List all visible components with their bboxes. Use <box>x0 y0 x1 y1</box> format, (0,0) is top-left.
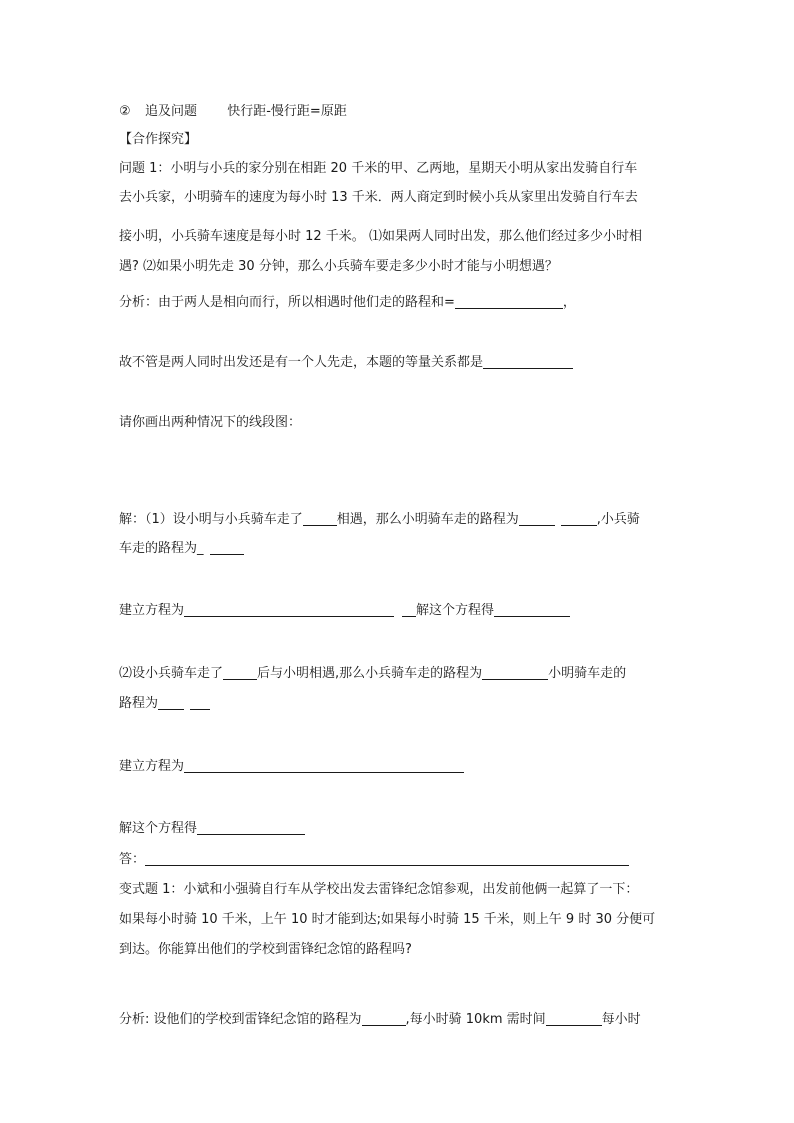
solution2-line2 <box>119 695 210 713</box>
analysis2-line <box>119 1011 641 1029</box>
solution1-prefix: 解：（1）设小明与小兵骑车走了 <box>119 512 303 527</box>
problem1-line3: 接小明，小兵骑车速度是每小时 12 千米。 ⑴如果两人同时出发，那么他们经过多少小时相 <box>119 229 642 244</box>
draw-prompt: 请你画出两种情况下的线段图： <box>119 415 302 430</box>
analysis2-distance-blank[interactable] <box>362 1011 406 1026</box>
solution2-time-blank[interactable] <box>223 665 257 680</box>
analysis2-time-blank[interactable] <box>546 1011 602 1026</box>
problem1-line4: 遇? ⑵如果小明先走 30 分钟，那么小兵骑车要走多少小时才能与小明想遇？ <box>119 259 558 274</box>
heading-topic: 追及问题 <box>144 104 197 119</box>
solution1-line2-dash: _ <box>197 541 204 556</box>
equation1-blank-short[interactable] <box>402 602 416 617</box>
solution1-xiaoming-distance-blank-b[interactable] <box>561 511 597 526</box>
analysis2-mid1: ,每小时骑 10km 需时间 <box>405 1012 546 1027</box>
equality-line <box>119 354 573 372</box>
section-title: 【合作探究】 <box>119 132 198 147</box>
equality-text: 故不管是两人同时出发还是有一个人先走，本题的等量关系都是 <box>119 355 484 370</box>
variant1-line3: 到达。你能算出他们的学校到雷锋纪念馆的路程吗? <box>119 942 412 957</box>
analysis2-prefix: 分析: 设他们的学校到雷锋纪念馆的路程为 <box>119 1012 362 1027</box>
analysis1-line <box>119 294 576 312</box>
solve2-line <box>119 820 305 838</box>
solution1-mid1: 相遇，那么小明骑车走的路程为 <box>336 512 519 527</box>
solution2-xiaoming-distance-blank-b[interactable] <box>190 695 210 710</box>
problem1-line1: 问题 1：小明与小兵的家分别在相距 20 千米的甲、乙两地，星期天小明从家出发骑自行车 <box>119 161 638 176</box>
analysis1-blank[interactable] <box>455 294 563 309</box>
equation1-blank[interactable] <box>184 602 394 617</box>
solution2-line1 <box>119 665 626 683</box>
equation2-line <box>119 758 464 776</box>
variant1-line2: 如果每小时骑 10 千米，上午 10 时才能到达;如果每小时骑 15 千米，则上午 9 时 30 分便可 <box>119 912 656 927</box>
equation1-line <box>119 602 570 620</box>
equation2-label: 建立方程为 <box>119 759 185 774</box>
solution2-mid1: 后与小明相遇,那么小兵骑车走的路程为 <box>257 666 483 681</box>
analysis1-suffix: ， <box>562 295 576 310</box>
equation2-blank[interactable] <box>184 758 464 773</box>
heading-formula: 快行距-慢行距=原距 <box>227 104 347 119</box>
equation1-label: 建立方程为 <box>119 603 185 618</box>
variant1-line1: 变式题 1：小斌和小强骑自行车从学校出发去雷锋纪念馆参观，出发前他俩一起算了一下： <box>119 882 639 897</box>
solution1-time-blank[interactable] <box>303 511 337 526</box>
equality-blank[interactable] <box>483 354 573 369</box>
solution2-mid2: 小明骑车走的 <box>548 666 627 681</box>
solution2-xiaoming-distance-blank-a[interactable] <box>158 695 184 710</box>
solution1-line2-prefix: 车走的路程为 <box>119 541 198 556</box>
solution1-xiaoming-distance-blank-a[interactable] <box>519 511 555 526</box>
solution2-xiaobing-distance-blank[interactable] <box>482 665 548 680</box>
solution1-xiaobing-distance-blank[interactable] <box>210 540 244 555</box>
solve2-label: 解这个方程得 <box>119 821 198 836</box>
analysis2-mid2: 每小时 <box>601 1012 641 1027</box>
equation1-solve-blank[interactable] <box>494 602 570 617</box>
solve2-blank[interactable] <box>197 820 305 835</box>
solution1-line1 <box>119 511 640 529</box>
solution1-mid2: ,小兵骑 <box>596 512 640 527</box>
solution2-line2-prefix: 路程为 <box>119 696 159 711</box>
solution1-line2 <box>119 540 244 558</box>
problem1-line2: 去小兵家，小明骑车的速度为每小时 13 千米．两人商定到时候小兵从家里出发骑自行车去 <box>119 190 638 205</box>
answer-line <box>119 851 629 869</box>
equation1-solve-label: 解这个方程得 <box>416 603 495 618</box>
answer-label: 答： <box>119 852 146 867</box>
heading-marker: ② <box>119 104 131 119</box>
heading-line <box>119 103 347 121</box>
analysis1-text: 分析：由于两人是相向而行，所以相遇时他们走的路程和= <box>119 295 455 310</box>
answer-blank[interactable] <box>145 851 629 866</box>
solution2-prefix: ⑵设小兵骑车走了 <box>119 666 224 681</box>
